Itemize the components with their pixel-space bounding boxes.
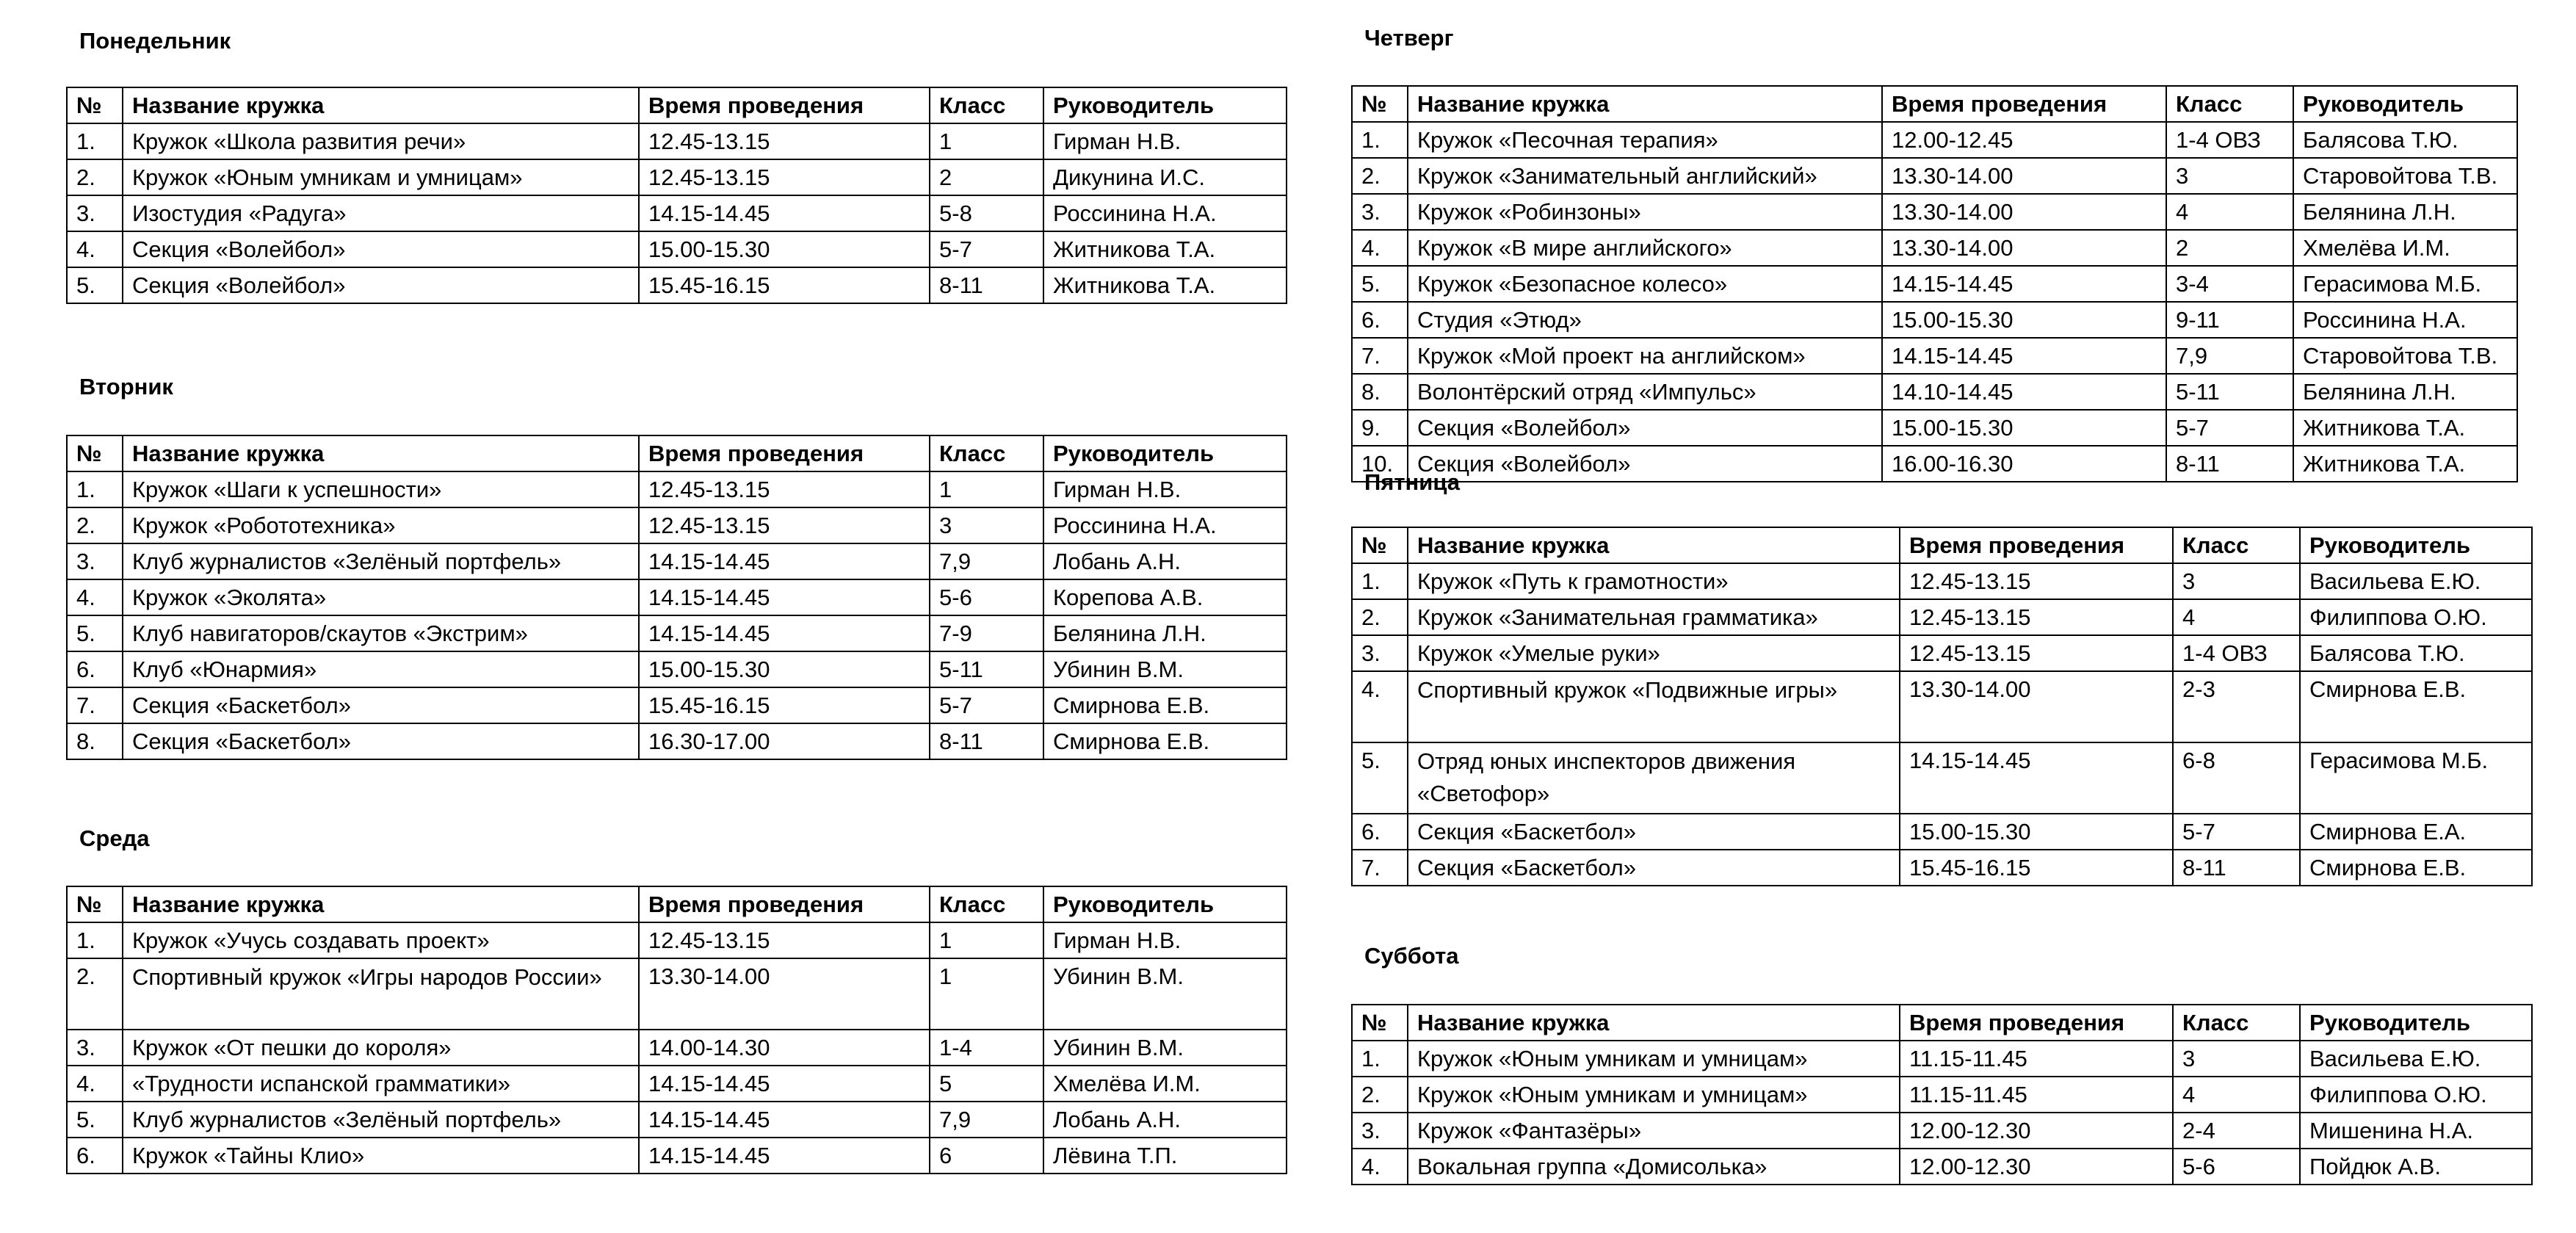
cell-time: 14.15-14.45 [639,579,930,615]
cell-grade: 8-11 [2166,446,2293,482]
cell-name: Кружок «Эколята» [123,579,639,615]
cell-time: 14.15-14.45 [639,1138,930,1174]
cell-leader: Филиппова О.Ю. [2300,599,2532,635]
cell-time: 13.30-14.00 [1882,158,2166,194]
cell-name: Кружок «Тайны Клио» [123,1138,639,1174]
cell-grade: 5-7 [2173,814,2300,850]
cell-grade: 5 [930,1066,1043,1102]
schedule-table-wednesday [66,886,1287,1174]
cell-name: Секция «Баскетбол» [123,687,639,723]
header-row [67,886,1287,922]
cell-grade: 5-7 [930,687,1043,723]
cell-grade: 1-4 [930,1030,1043,1066]
cell-leader: Корепова А.В. [1043,579,1287,615]
cell-grade: 7,9 [930,1102,1043,1138]
cell-time: 15.00-15.30 [1882,302,2166,338]
table-row [67,195,1287,231]
column-header-time: Время проведения [639,886,930,922]
cell-time: 15.45-16.15 [639,267,930,303]
cell-num: 5. [1352,742,1408,814]
cell-time: 14.15-14.45 [639,1102,930,1138]
cell-time: 14.15-14.45 [639,195,930,231]
cell-name: Клуб журналистов «Зелёный портфель» [123,1102,639,1138]
cell-num: 2. [1352,1077,1408,1113]
column-header-grade: Класс [2173,1005,2300,1041]
header-row [67,435,1287,471]
cell-num: 5. [1352,266,1408,302]
cell-grade: 4 [2173,599,2300,635]
column-header-leader: Руководитель [2293,86,2517,122]
schedule-table-saturday [1351,1004,2533,1185]
column-header-name: Название кружка [123,87,639,123]
cell-num: 4. [1352,230,1408,266]
cell-time: 14.15-14.45 [1882,266,2166,302]
cell-num: 5. [67,615,123,651]
cell-leader: Житникова Т.А. [2293,446,2517,482]
cell-name: Кружок «В мире английского» [1408,230,1882,266]
cell-time: 15.45-16.15 [1900,850,2173,886]
schedule-table-friday [1351,527,2533,886]
cell-time: 12.45-13.15 [1900,599,2173,635]
cell-num: 5. [67,1102,123,1138]
table-row [1352,599,2532,635]
cell-time: 14.15-14.45 [639,615,930,651]
table-row [67,543,1287,579]
cell-leader: Дикунина И.С. [1043,159,1287,195]
cell-num: 3. [67,1030,123,1066]
cell-leader: Житникова Т.А. [1043,231,1287,267]
cell-num: 4. [67,231,123,267]
cell-time: 12.00-12.30 [1900,1149,2173,1185]
cell-num: 1. [1352,1041,1408,1077]
cell-time: 14.15-14.45 [639,543,930,579]
cell-grade: 1 [930,123,1043,159]
cell-num: 8. [1352,374,1408,410]
cell-leader: Балясова Т.Ю. [2300,635,2532,671]
cell-num: 5. [67,267,123,303]
column-header-time: Время проведения [1900,527,2173,563]
cell-grade: 8-11 [930,723,1043,759]
cell-name: Кружок «Юным умникам и умницам» [1408,1041,1900,1077]
table-row [67,1066,1287,1102]
column-header-name: Название кружка [1408,86,1882,122]
cell-leader: Смирнова Е.В. [1043,723,1287,759]
table-row [1352,1041,2532,1077]
column-header-name: Название кружка [1408,1005,1900,1041]
column-header-grade: Класс [930,886,1043,922]
cell-name: Секция «Волейбол» [123,231,639,267]
cell-grade: 2-4 [2173,1113,2300,1149]
column-header-name: Название кружка [1408,527,1900,563]
table-row [1352,374,2517,410]
cell-leader: Смирнова Е.А. [2300,814,2532,850]
cell-num: 2. [67,507,123,543]
cell-grade: 8-11 [2173,850,2300,886]
cell-time: 11.15-11.45 [1900,1077,2173,1113]
cell-name: Спортивный кружок «Игры народов России» [123,958,639,1030]
column-header-num: № [1352,527,1408,563]
table-row [67,958,1287,1030]
cell-num: 4. [1352,1149,1408,1185]
column-header-grade: Класс [930,435,1043,471]
cell-num: 6. [1352,814,1408,850]
cell-leader: Житникова Т.А. [1043,267,1287,303]
schedule-table-monday [66,87,1287,304]
day-title-friday: Пятница [1364,469,1461,495]
cell-grade: 5-6 [930,579,1043,615]
cell-num: 1. [1352,122,1408,158]
cell-leader: Старовойтова Т.В. [2293,338,2517,374]
cell-name: Кружок «Безопасное колесо» [1408,266,1882,302]
table-row [1352,814,2532,850]
table-row [67,615,1287,651]
cell-time: 14.15-14.45 [639,1066,930,1102]
cell-leader: Белянина Л.Н. [1043,615,1287,651]
cell-time: 12.45-13.15 [1900,635,2173,671]
day-title-thursday: Четверг [1364,25,1454,51]
cell-leader: Лобань А.Н. [1043,543,1287,579]
cell-time: 13.30-14.00 [1882,194,2166,230]
cell-num: 4. [67,1066,123,1102]
cell-leader: Лёвина Т.П. [1043,1138,1287,1174]
cell-num: 10. [1352,446,1408,482]
table-row [67,159,1287,195]
cell-leader: Гирман Н.В. [1043,123,1287,159]
cell-leader: Мишенина Н.А. [2300,1113,2532,1149]
cell-name: Кружок «Умелые руки» [1408,635,1900,671]
cell-time: 12.45-13.15 [639,471,930,507]
cell-grade: 7-9 [930,615,1043,651]
cell-num: 8. [67,723,123,759]
cell-leader: Смирнова Е.В. [2300,850,2532,886]
column-header-leader: Руководитель [1043,435,1287,471]
column-header-num: № [67,435,123,471]
cell-grade: 4 [2166,194,2293,230]
cell-name: Кружок «Занимательная грамматика» [1408,599,1900,635]
day-title-monday: Понедельник [79,28,231,54]
cell-leader: Россинина Н.А. [2293,302,2517,338]
header-row [67,87,1287,123]
cell-time: 16.30-17.00 [639,723,930,759]
cell-leader: Россинина Н.А. [1043,195,1287,231]
cell-num: 7. [67,687,123,723]
cell-name: Волонтёрский отряд «Импульс» [1408,374,1882,410]
cell-name: Секция «Баскетбол» [1408,850,1900,886]
cell-leader: Васильева Е.Ю. [2300,563,2532,599]
cell-grade: 5-8 [930,195,1043,231]
cell-grade: 5-11 [2166,374,2293,410]
cell-leader: Старовойтова Т.В. [2293,158,2517,194]
schedule-table-tuesday [66,435,1287,760]
cell-name: Клуб навигаторов/скаутов «Экстрим» [123,615,639,651]
cell-leader: Хмелёва И.М. [2293,230,2517,266]
cell-time: 15.00-15.30 [639,231,930,267]
table-row [1352,194,2517,230]
cell-num: 2. [1352,158,1408,194]
table-row [1352,302,2517,338]
cell-time: 12.45-13.15 [639,922,930,958]
cell-time: 12.45-13.15 [639,159,930,195]
cell-num: 2. [67,159,123,195]
cell-num: 1. [67,123,123,159]
table-row [67,471,1287,507]
cell-num: 1. [67,471,123,507]
cell-leader: Житникова Т.А. [2293,410,2517,446]
cell-name: Кружок «Робототехника» [123,507,639,543]
cell-time: 15.00-15.30 [1882,410,2166,446]
cell-time: 13.30-14.00 [1882,230,2166,266]
table-row [67,267,1287,303]
cell-grade: 3-4 [2166,266,2293,302]
cell-leader: Хмелёва И.М. [1043,1066,1287,1102]
table-row [1352,410,2517,446]
cell-leader: Белянина Л.Н. [2293,194,2517,230]
cell-num: 1. [1352,563,1408,599]
table-row [1352,338,2517,374]
table-row [1352,671,2532,742]
cell-num: 6. [1352,302,1408,338]
table-row [1352,230,2517,266]
cell-name: Клуб журналистов «Зелёный портфель» [123,543,639,579]
table-row [1352,266,2517,302]
cell-leader: Россинина Н.А. [1043,507,1287,543]
cell-grade: 4 [2173,1077,2300,1113]
cell-name: Кружок «Путь к грамотности» [1408,563,1900,599]
cell-name: Кружок «Юным умникам и умницам» [1408,1077,1900,1113]
cell-leader: Убинин В.М. [1043,958,1287,1030]
cell-num: 2. [1352,599,1408,635]
cell-name: Изостудия «Радуга» [123,195,639,231]
cell-grade: 1 [930,958,1043,1030]
column-header-num: № [1352,1005,1408,1041]
column-header-grade: Класс [2173,527,2300,563]
cell-leader: Герасимова М.Б. [2300,742,2532,814]
cell-name: Кружок «Робинзоны» [1408,194,1882,230]
cell-leader: Васильева Е.Ю. [2300,1041,2532,1077]
column-header-num: № [67,886,123,922]
table-row [67,687,1287,723]
day-title-wednesday: Среда [79,825,150,851]
cell-time: 14.00-14.30 [639,1030,930,1066]
cell-grade: 1-4 ОВЗ [2166,122,2293,158]
column-header-time: Время проведения [639,435,930,471]
cell-time: 15.00-15.30 [1900,814,2173,850]
cell-name: Кружок «От пешки до короля» [123,1030,639,1066]
table-row [1352,850,2532,886]
cell-num: 4. [1352,671,1408,742]
cell-num: 3. [1352,194,1408,230]
column-header-name: Название кружка [123,886,639,922]
column-header-leader: Руководитель [1043,886,1287,922]
column-header-leader: Руководитель [1043,87,1287,123]
cell-num: 3. [67,543,123,579]
schedule-table-thursday [1351,85,2518,482]
cell-num: 7. [1352,850,1408,886]
table-row [67,1138,1287,1174]
cell-time: 13.30-14.00 [1900,671,2173,742]
table-row [67,231,1287,267]
cell-leader: Гирман Н.В. [1043,471,1287,507]
cell-grade: 2 [930,159,1043,195]
cell-num: 9. [1352,410,1408,446]
cell-grade: 5-7 [2166,410,2293,446]
cell-time: 11.15-11.45 [1900,1041,2173,1077]
cell-num: 3. [1352,1113,1408,1149]
cell-time: 12.00-12.30 [1900,1113,2173,1149]
cell-grade: 7,9 [930,543,1043,579]
cell-leader: Смирнова Е.В. [1043,687,1287,723]
cell-grade: 3 [2166,158,2293,194]
cell-time: 12.45-13.15 [639,123,930,159]
cell-leader: Герасимова М.Б. [2293,266,2517,302]
table-row [1352,1113,2532,1149]
cell-leader: Гирман Н.В. [1043,922,1287,958]
table-row [1352,1149,2532,1185]
cell-name: Кружок «Занимательный английский» [1408,158,1882,194]
cell-leader: Убинин В.М. [1043,651,1287,687]
table-row [67,123,1287,159]
cell-name: Секция «Баскетбол» [123,723,639,759]
cell-grade: 6 [930,1138,1043,1174]
table-row [67,922,1287,958]
cell-time: 12.45-13.15 [1900,563,2173,599]
header-row [1352,86,2517,122]
cell-name: Кружок «Шаги к успешности» [123,471,639,507]
cell-num: 3. [67,195,123,231]
cell-name: Кружок «Мой проект на английском» [1408,338,1882,374]
column-header-num: № [67,87,123,123]
header-row [1352,1005,2532,1041]
table-row [1352,122,2517,158]
table-row [1352,563,2532,599]
cell-name: Секция «Волейбол» [1408,410,1882,446]
day-title-tuesday: Вторник [79,374,173,399]
cell-leader: Белянина Л.Н. [2293,374,2517,410]
column-header-num: № [1352,86,1408,122]
cell-grade: 1-4 ОВЗ [2173,635,2300,671]
cell-name: Кружок «Фантазёры» [1408,1113,1900,1149]
cell-time: 16.00-16.30 [1882,446,2166,482]
cell-grade: 1 [930,922,1043,958]
cell-leader: Пойдюк А.В. [2300,1149,2532,1185]
cell-time: 14.15-14.45 [1882,338,2166,374]
cell-name: Секция «Волейбол» [1408,446,1882,482]
cell-grade: 3 [930,507,1043,543]
cell-name: Кружок «Школа развития речи» [123,123,639,159]
cell-grade: 9-11 [2166,302,2293,338]
table-row [67,507,1287,543]
cell-num: 6. [67,1138,123,1174]
cell-grade: 6-8 [2173,742,2300,814]
cell-num: 3. [1352,635,1408,671]
cell-num: 4. [67,579,123,615]
cell-leader: Лобань А.Н. [1043,1102,1287,1138]
column-header-leader: Руководитель [2300,1005,2532,1041]
table-row [1352,1077,2532,1113]
table-row [67,651,1287,687]
cell-grade: 3 [2173,1041,2300,1077]
cell-grade: 3 [2173,563,2300,599]
cell-name: Кружок «Юным умникам и умницам» [123,159,639,195]
cell-time: 14.15-14.45 [1900,742,2173,814]
cell-name: Секция «Волейбол» [123,267,639,303]
table-row [67,723,1287,759]
cell-time: 12.00-12.45 [1882,122,2166,158]
cell-name: Вокальная группа «Домисолька» [1408,1149,1900,1185]
table-row [67,579,1287,615]
column-header-time: Время проведения [1900,1005,2173,1041]
cell-name: Отряд юных инспекторов движения «Светофор» [1408,742,1900,814]
cell-time: 14.10-14.45 [1882,374,2166,410]
cell-num: 1. [67,922,123,958]
cell-name: Студия «Этюд» [1408,302,1882,338]
cell-name: Кружок «Учусь создавать проект» [123,922,639,958]
table-row [67,1102,1287,1138]
column-header-leader: Руководитель [2300,527,2532,563]
cell-leader: Смирнова Е.В. [2300,671,2532,742]
table-row [1352,446,2517,482]
cell-time: 15.00-15.30 [639,651,930,687]
table-row [1352,635,2532,671]
cell-time: 13.30-14.00 [639,958,930,1030]
cell-num: 6. [67,651,123,687]
cell-grade: 2-3 [2173,671,2300,742]
cell-name: Спортивный кружок «Подвижные игры» [1408,671,1900,742]
cell-time: 12.45-13.15 [639,507,930,543]
table-row [67,1030,1287,1066]
cell-leader: Филиппова О.Ю. [2300,1077,2532,1113]
cell-grade: 7,9 [2166,338,2293,374]
column-header-grade: Класс [2166,86,2293,122]
cell-grade: 8-11 [930,267,1043,303]
table-row [1352,742,2532,814]
cell-name: «Трудности испанской грамматики» [123,1066,639,1102]
column-header-grade: Класс [930,87,1043,123]
column-header-time: Время проведения [1882,86,2166,122]
column-header-name: Название кружка [123,435,639,471]
cell-name: Кружок «Песочная терапия» [1408,122,1882,158]
column-header-time: Время проведения [639,87,930,123]
cell-num: 7. [1352,338,1408,374]
cell-leader: Балясова Т.Ю. [2293,122,2517,158]
day-title-saturday: Суббота [1364,943,1459,969]
table-row [1352,158,2517,194]
cell-grade: 2 [2166,230,2293,266]
cell-name: Клуб «Юнармия» [123,651,639,687]
cell-num: 2. [67,958,123,1030]
cell-grade: 5-6 [2173,1149,2300,1185]
header-row [1352,527,2532,563]
cell-grade: 1 [930,471,1043,507]
cell-leader: Убинин В.М. [1043,1030,1287,1066]
cell-grade: 5-7 [930,231,1043,267]
cell-time: 15.45-16.15 [639,687,930,723]
cell-grade: 5-11 [930,651,1043,687]
cell-name: Секция «Баскетбол» [1408,814,1900,850]
